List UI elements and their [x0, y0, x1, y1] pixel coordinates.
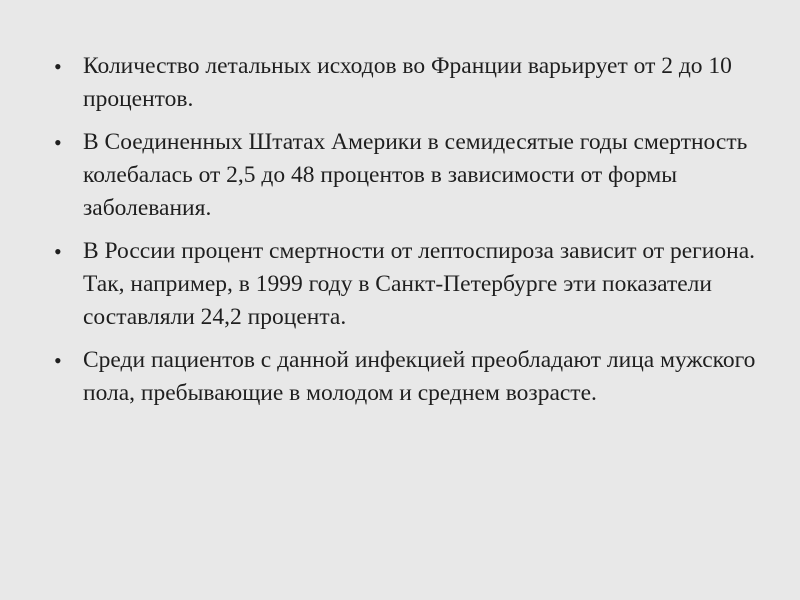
bullet-dot-icon: •: [54, 54, 62, 79]
bullet-dot-icon: •: [54, 239, 62, 264]
bullet-dot-icon: •: [54, 130, 62, 155]
bullet-item-usa: [50, 126, 760, 225]
bullet-item-france: [50, 50, 760, 116]
bullet-dot-icon: •: [54, 348, 62, 373]
bullet-text: В России процент смертности от лептоспироза зависит от региона. Так, например, в 1999 году в Санкт-Петербурге эти показатели составляли 24,2 процента.: [83, 238, 755, 330]
bullet-text: В Соединенных Штатах Америки в семидесятые годы смертность колебалась от 2,5 до 48 процентов в зависимости от формы заболевания.: [83, 129, 748, 221]
bullet-item-russia: [50, 235, 760, 334]
bullet-text: Количество летальных исходов во Франции варьирует от 2 до 10 процентов.: [83, 53, 732, 112]
bullet-item-patients: [50, 344, 760, 410]
bullet-text: Среди пациентов с данной инфекцией преобладают лица мужского пола, пребывающие в молодом и среднем возрасте.: [83, 347, 756, 406]
bullet-list: [50, 50, 760, 420]
